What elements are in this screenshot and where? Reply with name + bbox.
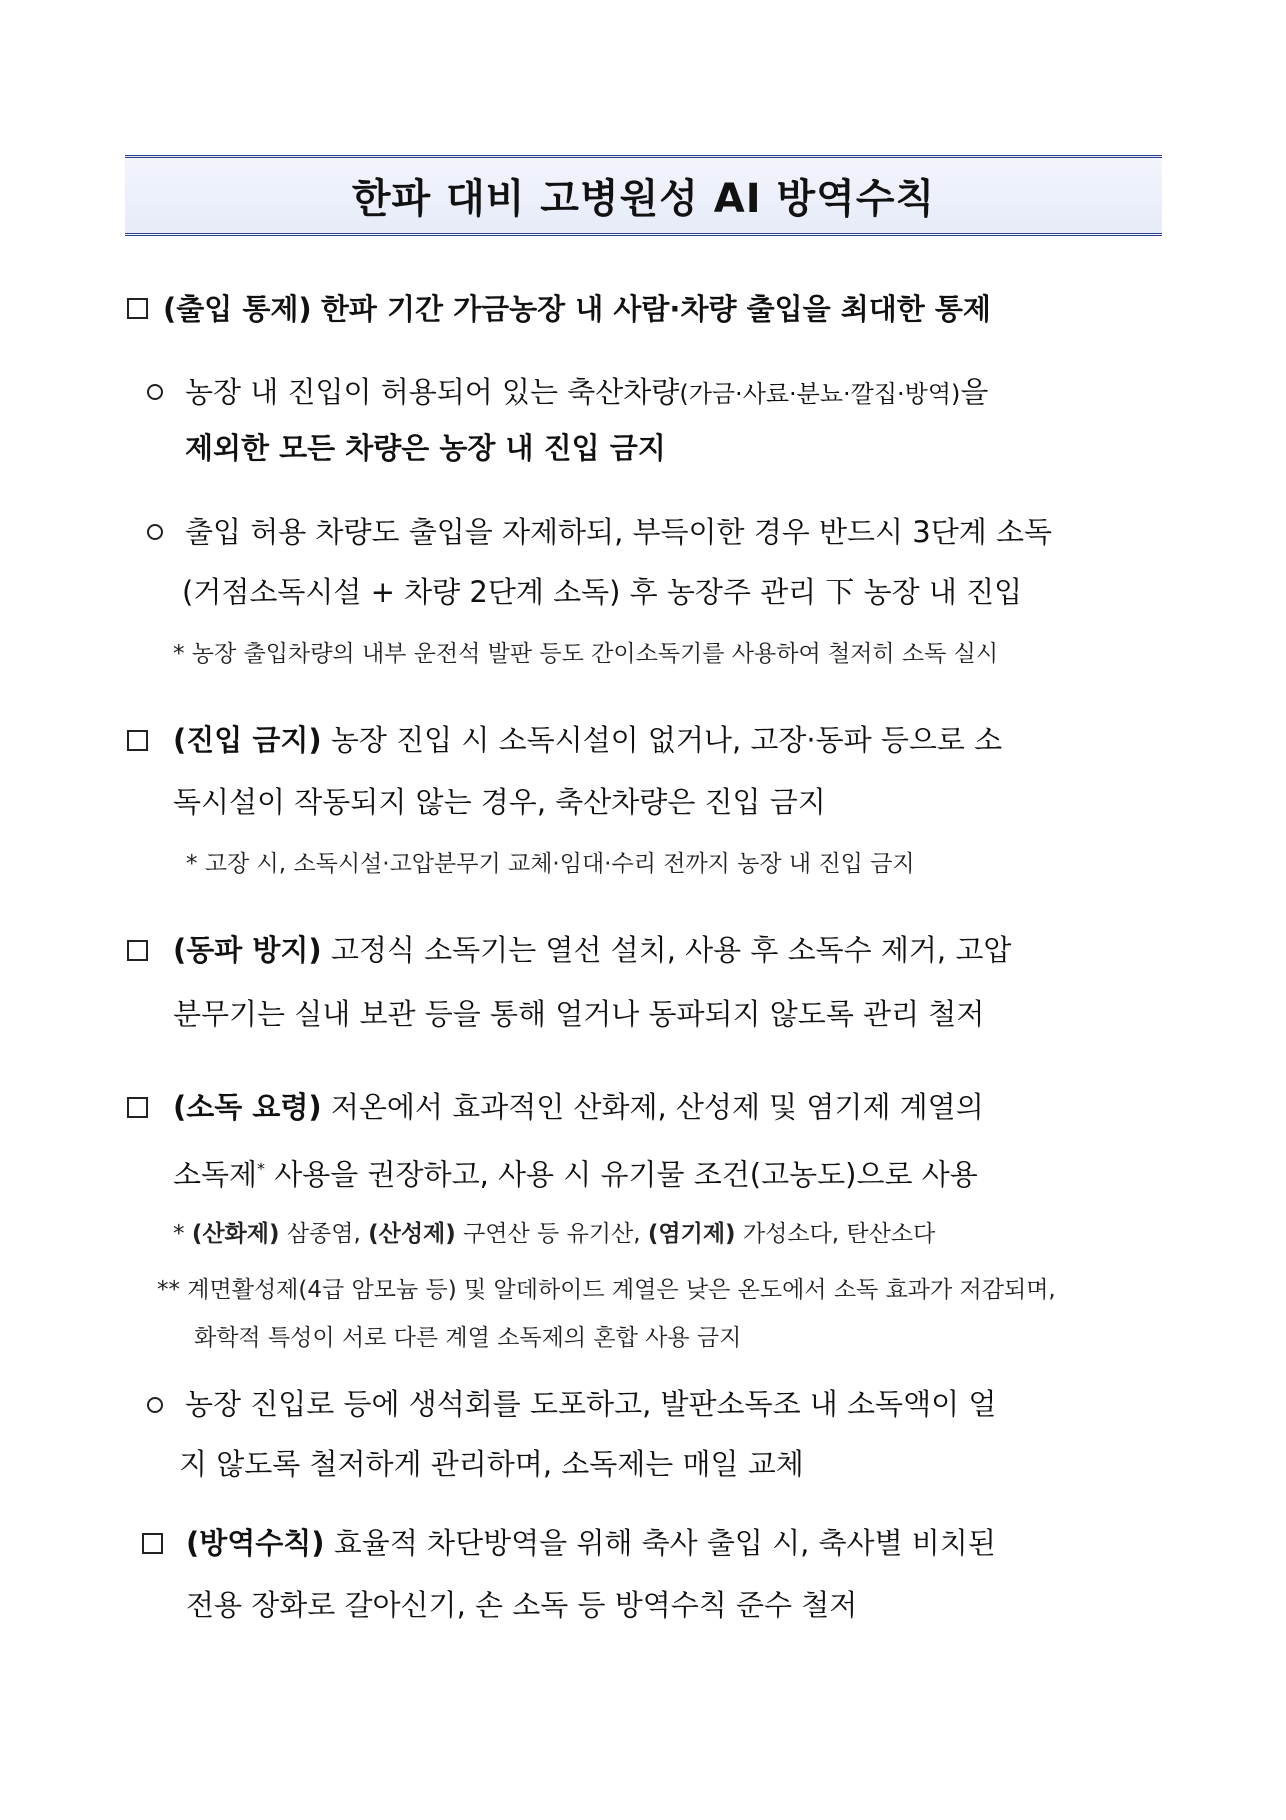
bullet-2-line-1 [185, 512, 1052, 552]
section-3-text-2: 분무기는 실내 보관 등을 통해 얼거나 동파되지 않도록 관리 철저 [173, 997, 985, 1031]
bullet-3-text-1: 농장 진입로 등에 생석회를 도포하고, 발판소독조 내 소독액이 얼 [185, 1387, 997, 1421]
bullet-3-text-2: 지 않도록 철저하게 관리하며, 소독제는 매일 교체 [179, 1447, 804, 1481]
note-breakdown: * 고장 시, 소독시설·고압분무기 교체·임대·수리 전까지 농장 내 진입 금지 [186, 851, 915, 877]
checkbox-square-icon [127, 298, 148, 319]
document-title: 한파 대비 고병원성 AI 방역수칙 [351, 176, 936, 222]
section-4-heading: (소독 요령) [173, 1090, 322, 1124]
section-5-text-1: 효율적 차단방역을 위해 축사 출입 시, 축사별 비치된 [333, 1526, 996, 1560]
section-2-line-2 [173, 782, 826, 822]
bullet-1-text-b: (가금·사료·분뇨·깔집·방역) [679, 380, 961, 408]
bullet-1-text-a: 농장 내 진입이 허용되어 있는 축산차량 [185, 375, 680, 409]
section-3-line-1 [173, 930, 1011, 970]
bullet-1-text-2: 제외한 모든 차량은 농장 내 진입 금지 [185, 431, 666, 465]
section-2-text-2: 독시설이 작동되지 않는 경우, 축산차량은 진입 금지 [173, 785, 826, 819]
note-agents [173, 1218, 935, 1250]
bullet-2-text-2: (거점소독시설 + 차량 2단계 소독) 후 농장주 관리 下 농장 내 진입 [182, 575, 1023, 609]
section-1-line-1 [163, 289, 991, 329]
acid-label: (산성제) [368, 1221, 456, 1247]
bullet-circle-icon [147, 524, 163, 540]
note-vehicle: * 농장 출입차량의 내부 운전석 발판 등도 간이소독기를 사용하여 철저히 소독 실시 [173, 641, 999, 667]
bullet-1-line-2 [185, 428, 666, 468]
section-1-text: 한파 기간 가금농장 내 사람·차량 출입을 최대한 통제 [320, 292, 991, 326]
section-4-line-2 [173, 1149, 978, 1195]
checkbox-square-icon [127, 1097, 148, 1118]
section-1-heading: (출입 통제) [163, 292, 312, 326]
section-3-text-1: 고정식 소독기는 열선 설치, 사용 후 소독수 제거, 고압 [330, 933, 1012, 967]
section-5-heading: (방역수칙) [186, 1526, 325, 1560]
title-banner [125, 155, 1162, 236]
note-agents-star: * [173, 1221, 185, 1247]
section-5-line-2 [186, 1585, 857, 1625]
section-4-text-2a: 소독제 [173, 1157, 258, 1192]
oxidizer-label: (산화제) [191, 1221, 280, 1247]
acid-text: 구연산 등 유기산, [463, 1221, 641, 1247]
section-2-line-1 [173, 720, 1002, 760]
bullet-circle-icon [147, 1397, 163, 1413]
section-4-line-1 [173, 1087, 984, 1127]
bullet-1-text-c: 을 [960, 375, 989, 409]
note-warning-line-1: ** 계면활성제(4급 암모늄 등) 및 알데하이드 계열은 낮은 온도에서 소독 효과가 저감되며, [157, 1277, 1056, 1303]
base-label: (염기제) [647, 1221, 736, 1247]
checkbox-square-icon [127, 940, 148, 961]
section-5-text-2: 전용 장화로 갈아신기, 손 소독 등 방역수칙 준수 철저 [186, 1588, 858, 1622]
bullet-circle-icon [147, 384, 163, 400]
section-2-text-1: 농장 진입 시 소독시설이 없거나, 고장·동파 등으로 소 [330, 723, 1003, 757]
base-text: 가성소다, 탄산소다 [742, 1221, 936, 1247]
footnote-marker: * [257, 1159, 266, 1178]
section-3-heading: (동파 방지) [173, 933, 322, 967]
bullet-1-line-1 [185, 372, 988, 414]
checkbox-square-icon [142, 1533, 163, 1554]
bullet-2-text-1: 출입 허용 차량도 출입을 자제하되, 부득이한 경우 반드시 3단계 소독 [185, 515, 1053, 549]
section-4-text-2b: 사용을 권장하고, 사용 시 유기물 조건(고농도)으로 사용 [274, 1157, 978, 1192]
section-5-line-1 [186, 1523, 996, 1563]
bullet-2-line-2 [182, 572, 1022, 612]
oxidizer-text: 삼종염, [286, 1221, 361, 1247]
note-warning-line-2: 화학적 특성이 서로 다른 계열 소독제의 혼합 사용 금지 [194, 1325, 742, 1351]
section-2-heading: (진입 금지) [173, 723, 322, 757]
bullet-3-line-2 [179, 1444, 804, 1484]
section-4-text-1: 저온에서 효과적인 산화제, 산성제 및 염기제 계열의 [330, 1090, 984, 1124]
checkbox-square-icon [127, 730, 148, 751]
section-3-line-2 [173, 994, 984, 1034]
bullet-3-line-1 [185, 1384, 996, 1424]
